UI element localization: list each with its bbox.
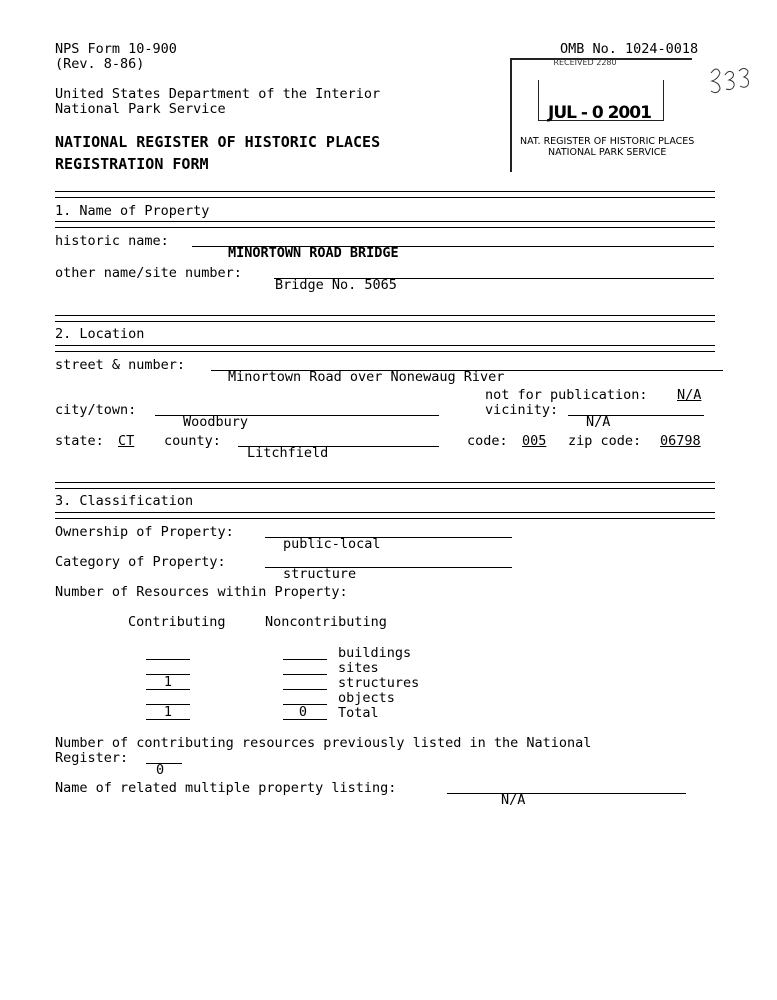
section1-bottom-rule <box>55 221 715 228</box>
category-label: Category of Property: <box>55 554 226 570</box>
historic-name-value: MINORTOWN ROAD BRIDGE <box>228 245 399 261</box>
objects-noncontributing[interactable] <box>283 690 327 705</box>
street-field[interactable] <box>211 356 723 385</box>
other-name-label: other name/site number: <box>55 265 242 281</box>
category-value: structure <box>283 566 357 582</box>
contributing-header: Contributing <box>128 614 226 630</box>
buildings-noncontributing[interactable] <box>283 645 327 660</box>
previously-listed-field[interactable] <box>146 749 182 778</box>
objects-contributing[interactable] <box>146 690 190 705</box>
not-for-publication-value[interactable]: N/A <box>677 387 702 403</box>
city-value: Woodbury <box>183 414 249 430</box>
total-label: Total <box>338 705 379 721</box>
section2-heading: 2. Location <box>55 326 145 342</box>
section2-top-rule <box>55 315 715 322</box>
other-name-value: Bridge No. 5065 <box>275 277 397 293</box>
city-label: city/town: <box>55 402 137 418</box>
section3-heading: 3. Classification <box>55 493 194 509</box>
ownership-label: Ownership of Property: <box>55 524 234 540</box>
county-label: county: <box>164 433 221 449</box>
historic-name-label: historic name: <box>55 233 169 249</box>
street-value: Minortown Road over Nonewaug River <box>228 369 505 385</box>
noncontributing-header: Noncontributing <box>265 614 387 630</box>
total-noncontributing-value: 0 <box>298 704 307 720</box>
previously-listed-label-line2: Register: <box>55 750 129 766</box>
county-value: Litchfield <box>247 445 329 461</box>
county-field[interactable] <box>238 432 439 461</box>
sites-contributing[interactable] <box>146 660 190 675</box>
structures-noncontributing[interactable] <box>283 675 327 690</box>
stamp-date: JUL - 0 2001 <box>548 103 651 123</box>
form-title-line2: REGISTRATION FORM <box>55 155 209 173</box>
section2-bottom-rule <box>55 345 715 352</box>
vicinity-value: N/A <box>586 414 611 430</box>
stamp-org-line1: NAT. REGISTER OF HISTORIC PLACES <box>520 136 695 147</box>
department-name: United States Department of the Interior <box>55 86 381 102</box>
form-title-line1: NATIONAL REGISTER OF HISTORIC PLACES <box>55 133 381 151</box>
total-contributing[interactable]: 1 <box>146 705 190 720</box>
service-name: National Park Service <box>55 101 226 117</box>
sites-noncontributing[interactable] <box>283 660 327 675</box>
zip-value[interactable]: 06798 <box>660 433 701 449</box>
form-number: NPS Form 10-900 <box>55 41 177 57</box>
ownership-field[interactable] <box>265 523 512 552</box>
vicinity-label: vicinity: <box>485 402 559 418</box>
buildings-label: buildings <box>338 645 412 661</box>
section1-top-rule <box>55 191 715 198</box>
multiple-listing-label: Name of related multiple property listing: <box>55 780 397 796</box>
previously-listed-value: 0 <box>156 762 165 778</box>
buildings-contributing[interactable] <box>146 645 190 660</box>
handwritten-note-853 <box>705 63 755 98</box>
ownership-value: public-local <box>283 536 381 552</box>
structures-contributing[interactable]: 1 <box>146 675 190 690</box>
resources-label: Number of Resources within Property: <box>55 584 348 600</box>
section3-bottom-rule <box>55 512 715 519</box>
total-noncontributing[interactable] <box>283 705 327 720</box>
street-label: street & number: <box>55 357 186 373</box>
section1-heading: 1. Name of Property <box>55 203 210 219</box>
not-for-publication-label: not for publication: <box>485 387 648 403</box>
stamp-org-line2: NATIONAL PARK SERVICE <box>548 147 667 158</box>
previously-listed-label-line1: Number of contributing resources previously listed in the National <box>55 735 592 751</box>
city-field[interactable] <box>155 401 439 430</box>
form-revision: (Rev. 8-86) <box>55 56 145 72</box>
sites-label: sites <box>338 660 379 676</box>
zip-label: zip code: <box>568 433 642 449</box>
omb-number: OMB No. 1024-0018 <box>560 41 699 57</box>
other-name-field[interactable] <box>274 264 714 293</box>
objects-label: objects <box>338 690 395 706</box>
state-value[interactable]: CT <box>118 433 135 449</box>
code-label: code: <box>467 433 508 449</box>
multiple-listing-field[interactable] <box>447 779 686 808</box>
structures-label: structures <box>338 675 420 691</box>
historic-name-field[interactable] <box>192 232 714 261</box>
code-value[interactable]: 005 <box>522 433 547 449</box>
stamp-received-text: RECEIVED 2280 <box>553 58 617 67</box>
category-field[interactable] <box>265 553 512 582</box>
section3-top-rule <box>55 482 715 489</box>
state-label: state: <box>55 433 104 449</box>
vicinity-field[interactable] <box>568 401 704 430</box>
multiple-listing-value: N/A <box>501 792 526 808</box>
